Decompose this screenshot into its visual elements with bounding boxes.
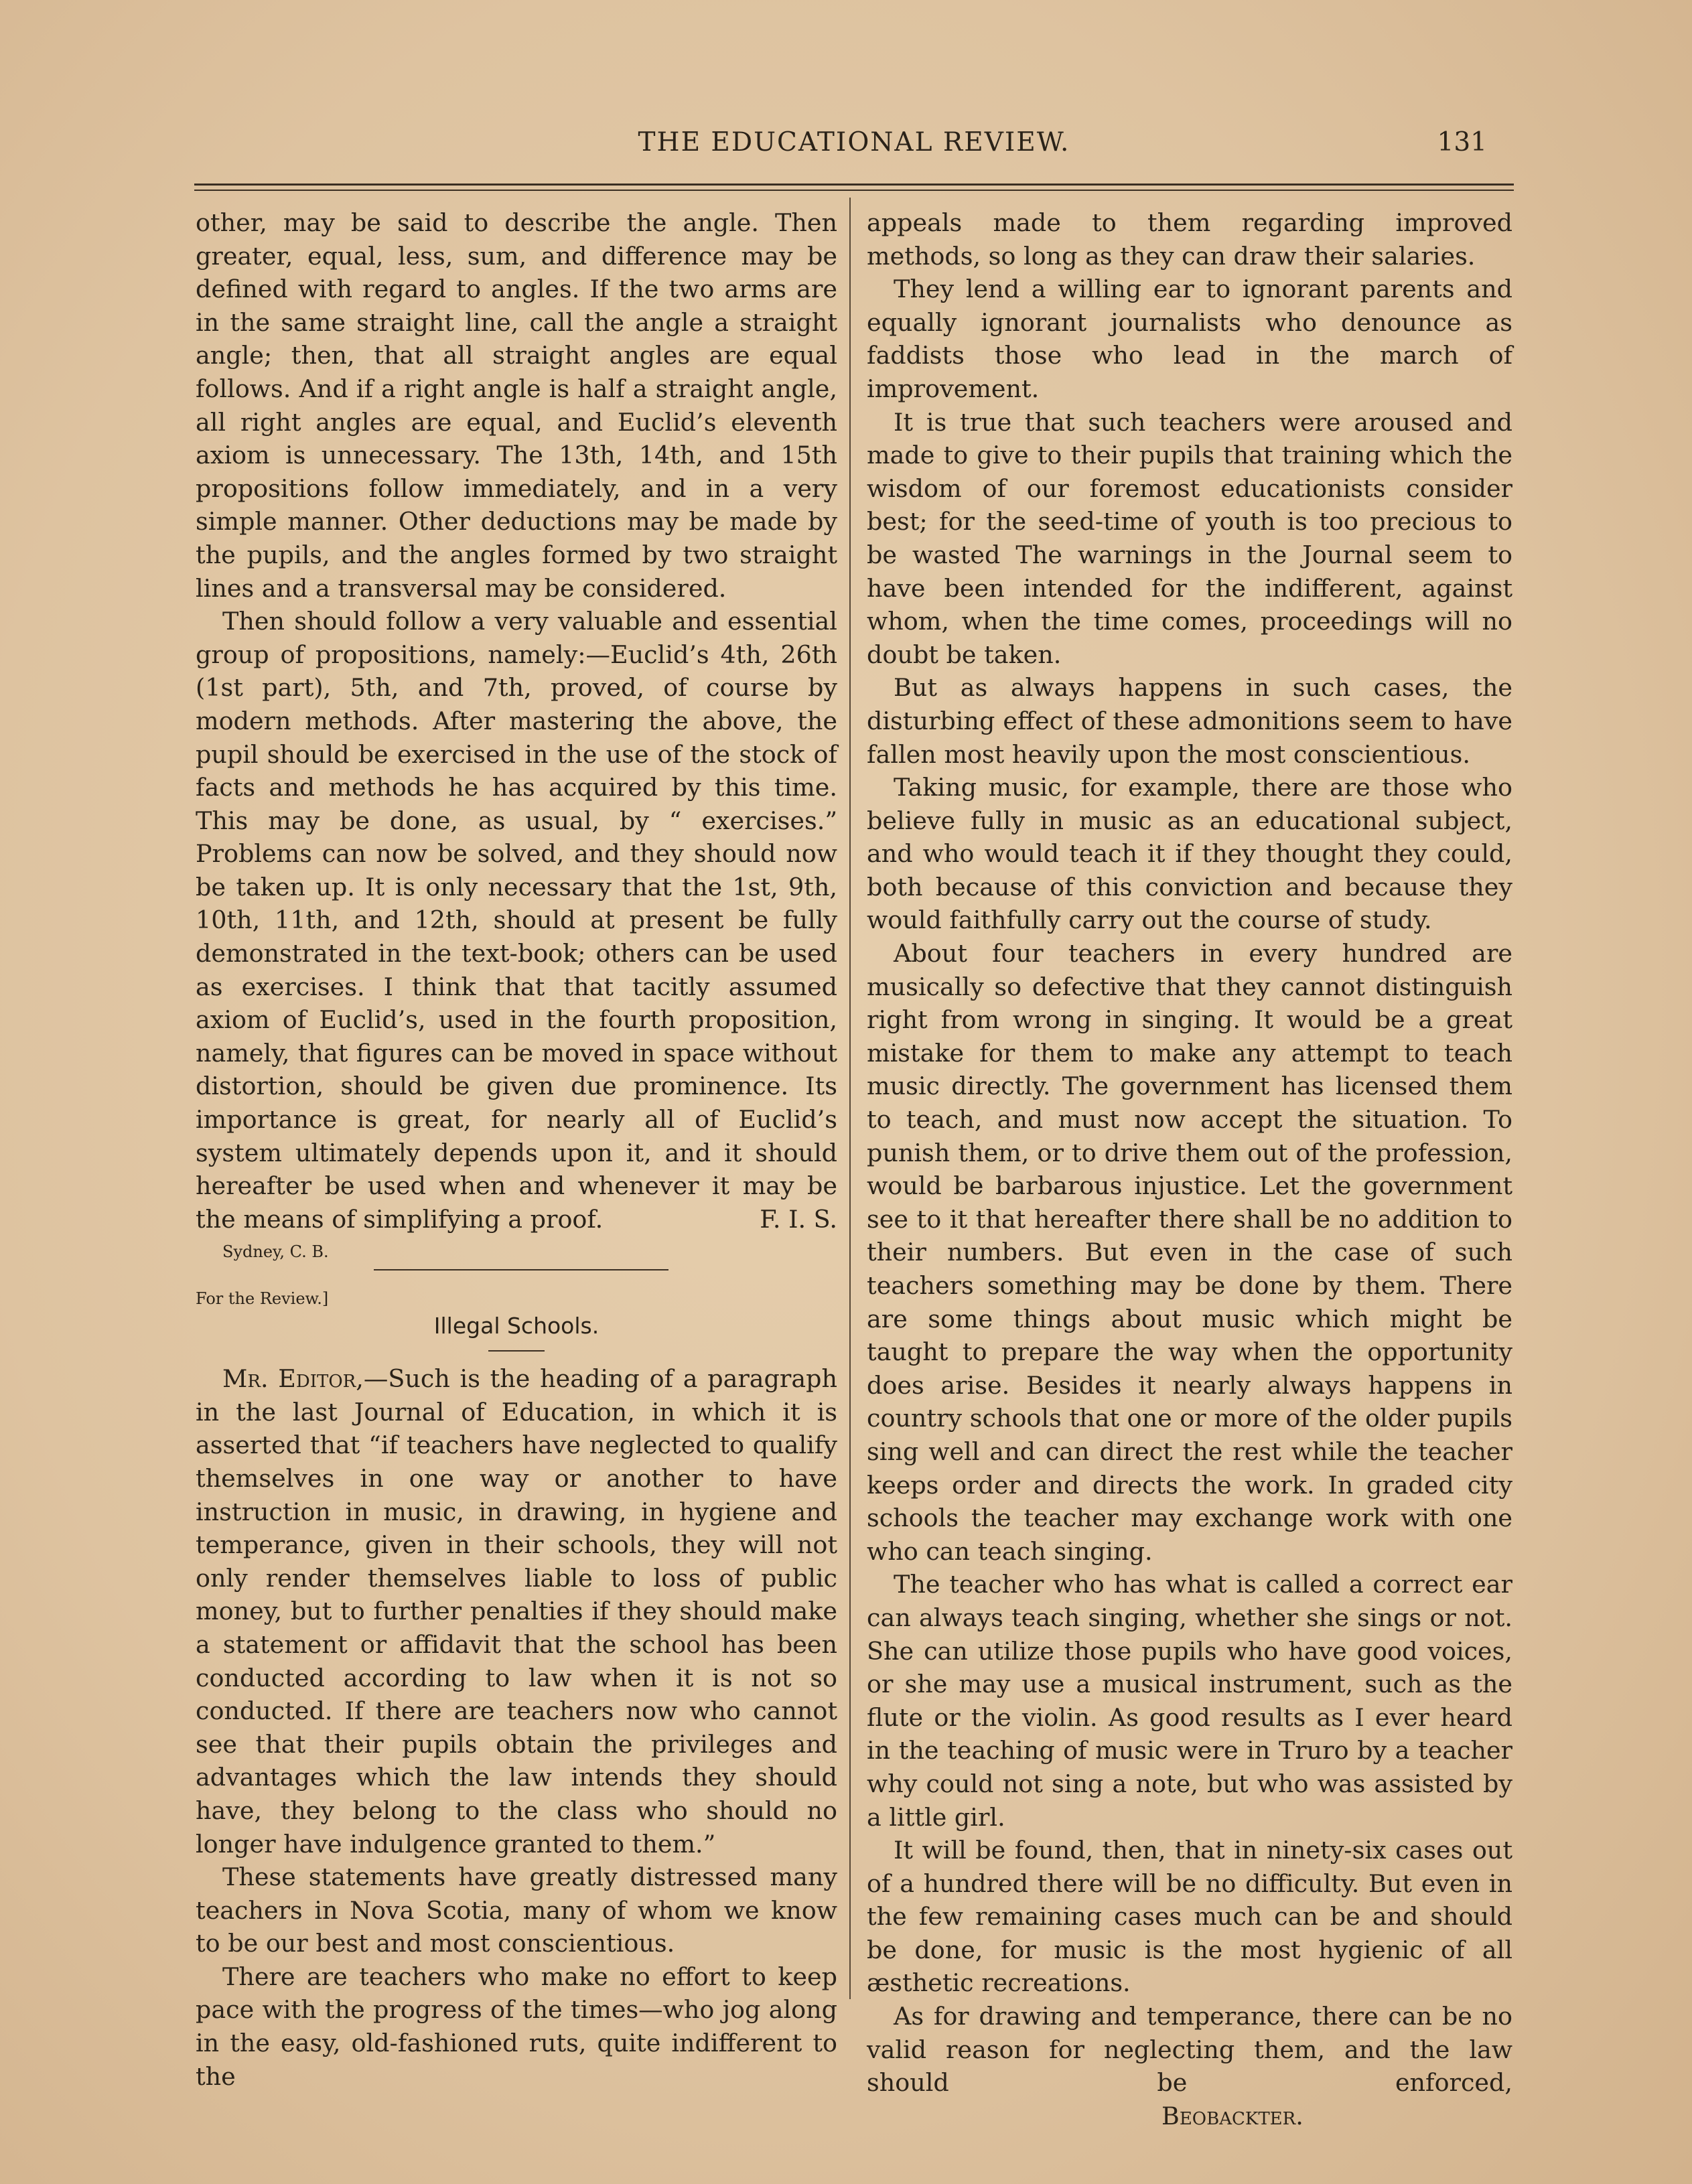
column-divider: [849, 198, 851, 1999]
title-rule: [488, 1350, 545, 1352]
for-review-note: For the Review.]: [196, 1289, 329, 1308]
paragraph: These statements have greatly distressed many teachers in Nova Scotia, many of whom we know to be our best and most conscientious.: [196, 1863, 837, 1958]
paragraph: appeals made to them regarding improved methods, so long as they can draw their salaries.: [867, 208, 1512, 271]
page-number: 131: [1437, 127, 1487, 157]
paragraph: other, may be said to describe the angle. Then greater, equal, less, sum, and difference may be defined with regard to angles. If the two arms are in the same straight line, call the angle a straight angle; then, that all straight angles are equal follows. And if a right angle is half a straight angle, all right angles are equal, and Euclid’s eleventh axiom is unnecessary. The 13th, 14th, and 15th propositions follow immediately, and in a very simple manner. Other deductions may be made by the pupils, and the angles formed by two straight lines and a transversal may be considered.: [196, 208, 837, 603]
paragraph-text: As for drawing and temperance, there can be no valid reason for neglecting them, and the law should be enforced,: [867, 2002, 1512, 2098]
right-column: [867, 206, 1512, 2132]
paragraph: Taking music, for example, there are those who believe fully in music as an educational subject, and who would teach it if they thought they could, both because of this conviction and because they would faithfully carry out the course of study.: [867, 773, 1512, 935]
left-column: [196, 206, 837, 2093]
paragraph: It will be found, then, that in ninety-six cases out of a hundred there will be no difficulty. But even in the few remaining cases much can be and should be done, for music is the most hygienic of all æsthetic recreations.: [867, 1836, 1512, 1998]
salutation: Mr. Editor,: [222, 1364, 364, 1394]
paragraph: The teacher who has what is called a correct ear can always teach singing, whether she sings or not. She can utilize those pupils who have good voices, or she may use a musical instrument, such as the flute or the violin. As good results as I ever heard in the teaching of music were in Truro by a teacher why could not sing a note, but who was assisted by a little girl.: [867, 1570, 1512, 1832]
journal-title: THE EDUCATIONAL REVIEW.: [638, 127, 1070, 157]
section-title: Illegal Schools.: [433, 1312, 600, 1339]
paragraph: It is true that such teachers were aroused and made to give to their pupils that training which the wisdom of our foremost educationists consider best; for the seed-time of youth is too precious to be wasted The warnings in the Journal seem to have been intended for the indifferent, against whom, when the time comes, proceedings will no doubt be taken.: [867, 407, 1512, 669]
paragraph-text: —Such is the heading of a paragraph in the last Journal of Education, in which it is asserted that “if teachers have neglected to qualify themselves in one way or another to have instruction in music, in drawing, in hygiene and temperance, given in their schools, they will not only render themselves liable to loss of public money, but to further penalties if they should make a statement or affidavit that the school has been conducted according to law when it is not so conducted. If there are teachers now who cannot see that their pupils obtain the privileges and advantages which the law intends they should have, they belong to the class who should no longer have indulgence granted to them.”: [196, 1364, 837, 1859]
paragraph: Then should follow a very valuable and essential group of propositions, namely:—Euclid’s 4th, 26th (1st part), 5th, and 7th, proved, of course by modern methods. After mastering the above, the pupil should be exercised in the use of the stock of facts and methods he has acquired by this time. This may be done, as usual, by “ exercises.” Problems can now be solved, and they should now be taken up. It is only necessary that the 1st, 9th, 10th, 11th, and 12th, should at present be fully demonstrated in the text-book; others can be used as exercises. I think that that tacitly assumed axiom of Euclid’s, used in the fourth proposition, namely, that figures can be moved in space without distortion, should be given due prominence. Its importance is great, for nearly all of Euclid’s system ultimately depends upon it, and it should hereafter be used when and whenever it may be the means of simplifying a proof.: [196, 607, 837, 1234]
header-rule-thick: [194, 184, 1514, 186]
dateline-place: Sydney, C. B.: [222, 1242, 329, 1262]
paragraph: They lend a willing ear to ignorant parents and equally ignorant journalists who denounce as faddists those who lead in the march of improvement.: [867, 275, 1512, 403]
signature: F. I. S.: [760, 1204, 837, 1234]
paragraph: There are teachers who make no effort to keep pace with the progress of the times—who jog along in the easy, old-fashioned ruts, quite indifferent to the: [196, 1962, 837, 2091]
section-rule: [374, 1269, 668, 1270]
paragraph: About four teachers in every hundred are musically so defective that they cannot distinguish right from wrong in singing. It would be a great mistake for them to make any attempt to teach music directly. The government has licensed them to teach, and must now accept the situation. To punish them, or to drive them out of the profession, would be barbarous injustice. Let the government see to it that hereafter there shall be no addition to their numbers. But even in the case of such teachers something may be done by them. There are some things about music which might be taught to prepare the way when the opportunity does arise. Besides it nearly always happens in country schools that one or more of the older pupils sing well and can direct the rest while the teacher keeps order and directs the work. In graded city schools the teacher may exchange work with one who can teach singing.: [867, 939, 1513, 1566]
paragraph: [867, 2000, 1512, 2132]
paragraph: [196, 1362, 837, 1861]
paragraph: But as always happens in such cases, the disturbing effect of these admonitions seem to have fallen most heavily upon the most conscientious.: [867, 673, 1512, 769]
signature: Beobackter.: [1161, 2101, 1303, 2130]
running-header: [194, 127, 1514, 167]
header-rule-thin: [194, 190, 1514, 191]
